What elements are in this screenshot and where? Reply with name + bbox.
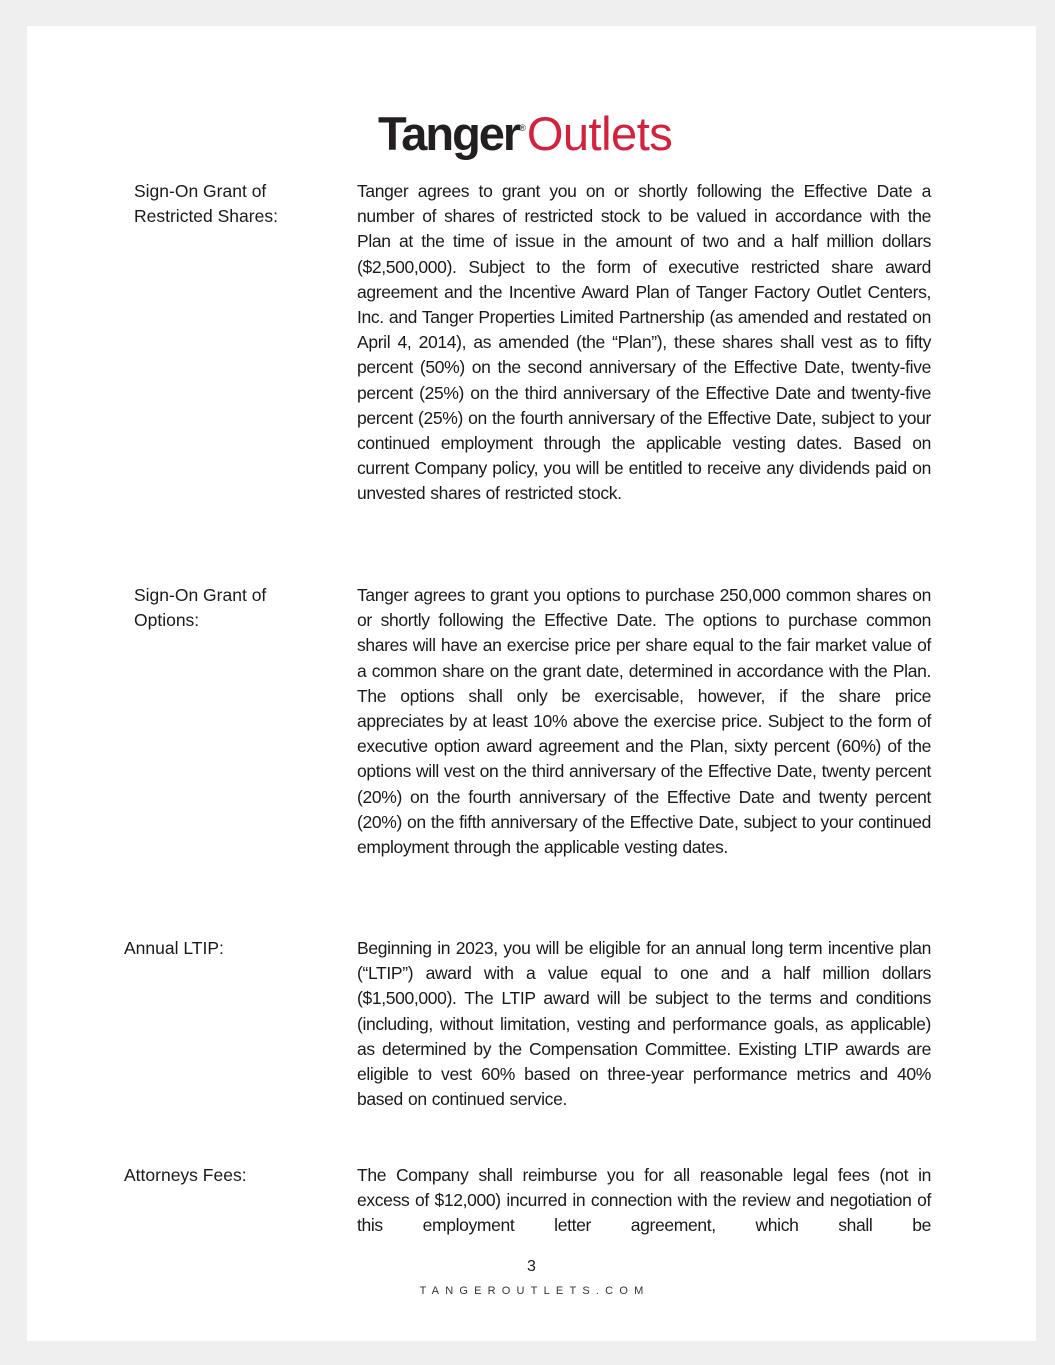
section-label bbox=[124, 1163, 247, 1188]
section-body bbox=[357, 1163, 931, 1239]
label-line: Annual LTIP: bbox=[124, 938, 224, 958]
page-number: 3 bbox=[527, 1258, 536, 1275]
logo-tanger-text: Tanger bbox=[378, 107, 520, 160]
section-paragraph: Tanger agrees to grant you on or shortly following the Effective Date a number of shares of restricted stock to be valued in accordance with the Plan at the time of issue in the amount of two and a half million dollars ($2,500,000). Subject to the form of executive restricted share award agreement and the Incentive Award Plan of Tanger Factory Outlet Centers, Inc. and Tanger Properties Limited Partnership (as amended and restated on April 4, 2014), as amended (the “Plan”), these shares shall vest as to fifty percent (50%) on the second anniversary of the Effective Date, twenty-five percent (25%) on the third anniversary of the Effective Date and twenty-five percent (25%) on the fourth anniversary of the Effective Date, subject to your continued employment through the applicable vesting dates. Based on current Company policy, you will be entitled to receive any dividends paid on unvested shares of restricted stock. bbox=[357, 181, 931, 504]
section-label bbox=[134, 179, 278, 229]
section-body bbox=[357, 179, 931, 507]
section-body bbox=[357, 583, 931, 860]
section-label bbox=[124, 936, 224, 961]
tanger-outlets-logo bbox=[378, 106, 672, 162]
section-body bbox=[357, 936, 931, 1112]
registered-mark-icon: ® bbox=[519, 123, 526, 133]
label-line: Sign-On Grant of bbox=[134, 181, 267, 201]
label-line: Sign-On Grant of bbox=[134, 585, 267, 605]
section-label bbox=[134, 583, 266, 633]
label-line: Restricted Shares: bbox=[134, 206, 278, 227]
section-paragraph: Beginning in 2023, you will be eligible for an annual long term incentive plan (“LTIP”) award with a value equal to one and a half million dollars ($1,500,000). The LTIP award will be subject to the terms and conditions (including, without limitation, vesting and performance goals, as applicable) as determined by the Compensation Committee. Existing LTIP awards are eligible to vest 60% based on three-year performance metrics and 40% based on continued service. bbox=[357, 938, 931, 1110]
label-line: Options: bbox=[134, 610, 200, 631]
logo-outlets-text: Outlets bbox=[526, 107, 673, 160]
footer-website: TANGEROUTLETS.COM bbox=[419, 1285, 650, 1297]
document-page bbox=[27, 26, 1036, 1341]
section-paragraph: Tanger agrees to grant you options to purchase 250,000 common shares on or shortly following the Effective Date. The options to purchase common shares will have an exercise price per share equal to the fair market value of a common share on the grant date, determined in accordance with the Plan. The options shall only be exercisable, however, if the share price appreciates by at least 10% above the exercise price. Subject to the form of executive option award agreement and the Plan, sixty percent (60%) of the options will vest on the third anniversary of the Effective Date, twenty percent (20%) on the fourth anniversary of the Effective Date and twenty percent (20%) on the fifth anniversary of the Effective Date, subject to your continued employment through the applicable vesting dates. bbox=[357, 585, 931, 858]
label-line: Attorneys Fees: bbox=[124, 1165, 247, 1185]
section-paragraph: The Company shall reimburse you for all reasonable legal fees (not in excess of $12,000) incurred in connection with the review and negotiation of this employment letter agreement, which shall be bbox=[357, 1165, 931, 1236]
